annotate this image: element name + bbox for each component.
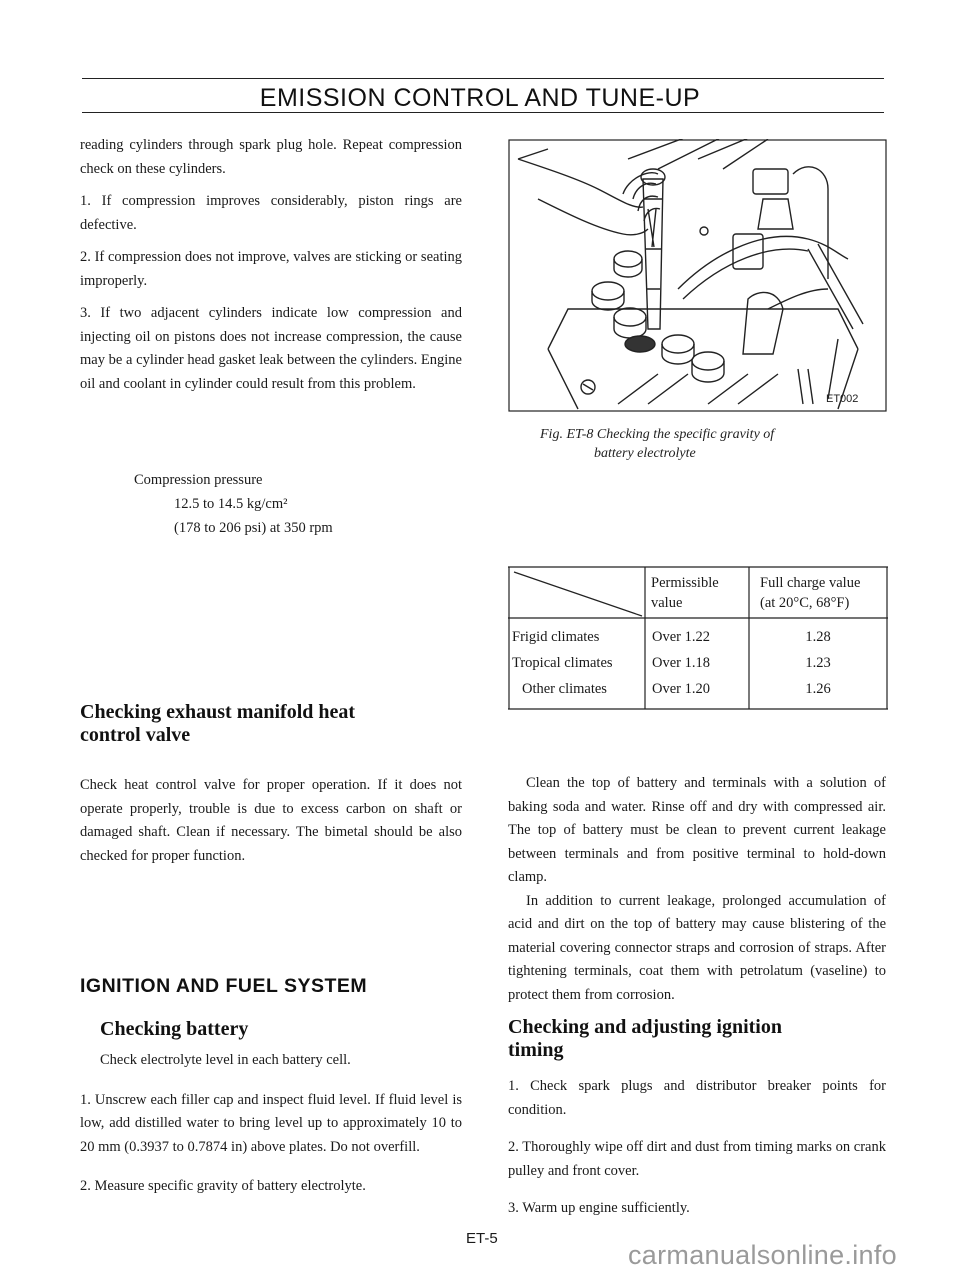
hydrometer-illustration bbox=[508, 139, 888, 413]
section-title-ignition-fuel: IGNITION AND FUEL SYSTEM bbox=[80, 975, 368, 997]
battery-figure bbox=[508, 139, 888, 413]
spec-value-imperial: (178 to 206 psi) at 350 rpm bbox=[174, 520, 333, 536]
figure-caption-line1: Fig. ET-8 Checking the specific gravity of bbox=[540, 427, 775, 442]
ignition-item-2: 2. Thoroughly wipe off dirt and dust from timing marks on crank pulley and front cover. bbox=[508, 1139, 886, 1179]
battery-section bbox=[80, 1049, 462, 1199]
row-label-tropical: Tropical climates bbox=[512, 655, 613, 671]
compression-item-1: 1. If compression improves considerably, piston rings are defective. bbox=[80, 193, 462, 233]
battery-item-2: 2. Measure specific gravity of battery electrolyte. bbox=[80, 1178, 366, 1194]
battery-heading: Checking battery bbox=[100, 1018, 249, 1040]
col-header-permissible-line2: value bbox=[651, 595, 683, 611]
ignition-heading-line1: Checking and adjusting ignition bbox=[508, 1016, 782, 1038]
exhaust-heading bbox=[80, 701, 355, 747]
page-number: ET-5 bbox=[466, 1230, 498, 1247]
exhaust-heading-line1: Checking exhaust manifold heat bbox=[80, 701, 356, 723]
spec-value-metric: 12.5 to 14.5 kg/cm² bbox=[174, 496, 288, 512]
header-rule-bottom bbox=[82, 112, 884, 113]
ignition-heading-line2: timing bbox=[508, 1039, 564, 1061]
col-header-full-line2: (at 20°C, 68°F) bbox=[760, 595, 850, 611]
permissible-tropical: Over 1.18 bbox=[652, 655, 710, 671]
page-title: EMISSION CONTROL AND TUNE-UP bbox=[259, 84, 701, 112]
exhaust-heading-line2: control valve bbox=[80, 724, 191, 746]
col-header-permissible-line1: Permissible bbox=[651, 575, 719, 591]
exhaust-body: Check heat control valve for proper operation. If it does not operate properly, trouble is due to excess carbon on shaft or damaged shaft. Clean if necessary. The bimetal should be also checked for proper function. bbox=[80, 777, 462, 864]
battery-intro: Check electrolyte level in each battery cell. bbox=[100, 1052, 351, 1068]
row-labels bbox=[512, 624, 613, 702]
cleaning-paragraph-2: In addition to current leakage, prolonged accumulation of acid and dirt on the top of battery may cause blistering of the material covering connector straps and corrosion of straps. After tightening terminals, coat them with petrolatum (vaseline) to protect them from corrosion. bbox=[508, 892, 886, 1003]
battery-item-1: 1. Unscrew each filler cap and inspect fluid level. If fluid level is low, add distilled water to bring level up to approximately 10 to 20 mm (0.3937 to 0.7874 in) above plates. Do not overfill. bbox=[80, 1091, 462, 1155]
ignition-section bbox=[508, 1075, 886, 1221]
watermark: carmanualsonline.info bbox=[628, 1240, 897, 1270]
spec-label: Compression pressure bbox=[134, 472, 263, 488]
full-other: 1.26 bbox=[805, 681, 831, 697]
permissible-values bbox=[652, 624, 710, 702]
col-header-full-charge bbox=[760, 573, 860, 613]
ignition-item-3: 3. Warm up engine sufficiently. bbox=[508, 1200, 690, 1216]
cleaning-section bbox=[508, 772, 886, 1007]
figure-code: ET002 bbox=[826, 393, 859, 405]
figure-caption-line2: battery electrolyte bbox=[594, 446, 696, 461]
ignition-heading bbox=[508, 1016, 782, 1062]
compression-item-2: 2. If compression does not improve, valves are sticking or seating improperly. bbox=[80, 249, 462, 289]
header-rule-top bbox=[82, 78, 884, 79]
row-label-other: Other climates bbox=[522, 681, 607, 697]
col-header-full-line1: Full charge value bbox=[760, 575, 861, 591]
full-tropical: 1.23 bbox=[805, 655, 831, 671]
col-header-permissible bbox=[651, 573, 719, 613]
figure-caption bbox=[540, 425, 774, 463]
compression-section bbox=[80, 134, 462, 396]
exhaust-body-block bbox=[80, 774, 462, 868]
compression-item-3: 3. If two adjacent cylinders indicate low compression and injecting oil on pistons does not increase compression, the cause may be a cylinder head gasket leak between the cylinders. Engine oil and coolant in cylinder could result from this problem. bbox=[80, 305, 462, 392]
full-frigid: 1.28 bbox=[805, 629, 831, 645]
permissible-frigid: Over 1.22 bbox=[652, 629, 710, 645]
gravity-table bbox=[508, 566, 888, 710]
cleaning-paragraph-1: Clean the top of battery and terminals with a solution of baking soda and water. Rinse off and dry with compressed air. The top of battery must be clean to prevent current leakage between terminals and from positive terminal to hold-down clamp. bbox=[508, 775, 886, 885]
row-label-frigid: Frigid climates bbox=[512, 629, 600, 645]
permissible-other: Over 1.20 bbox=[652, 681, 710, 697]
full-charge-values bbox=[749, 624, 887, 702]
ignition-item-1: 1. Check spark plugs and distributor breaker points for condition. bbox=[508, 1078, 886, 1118]
compression-spec bbox=[134, 468, 333, 540]
compression-intro: reading cylinders through spark plug hole. Repeat compression check on these cylinders. bbox=[80, 137, 462, 177]
